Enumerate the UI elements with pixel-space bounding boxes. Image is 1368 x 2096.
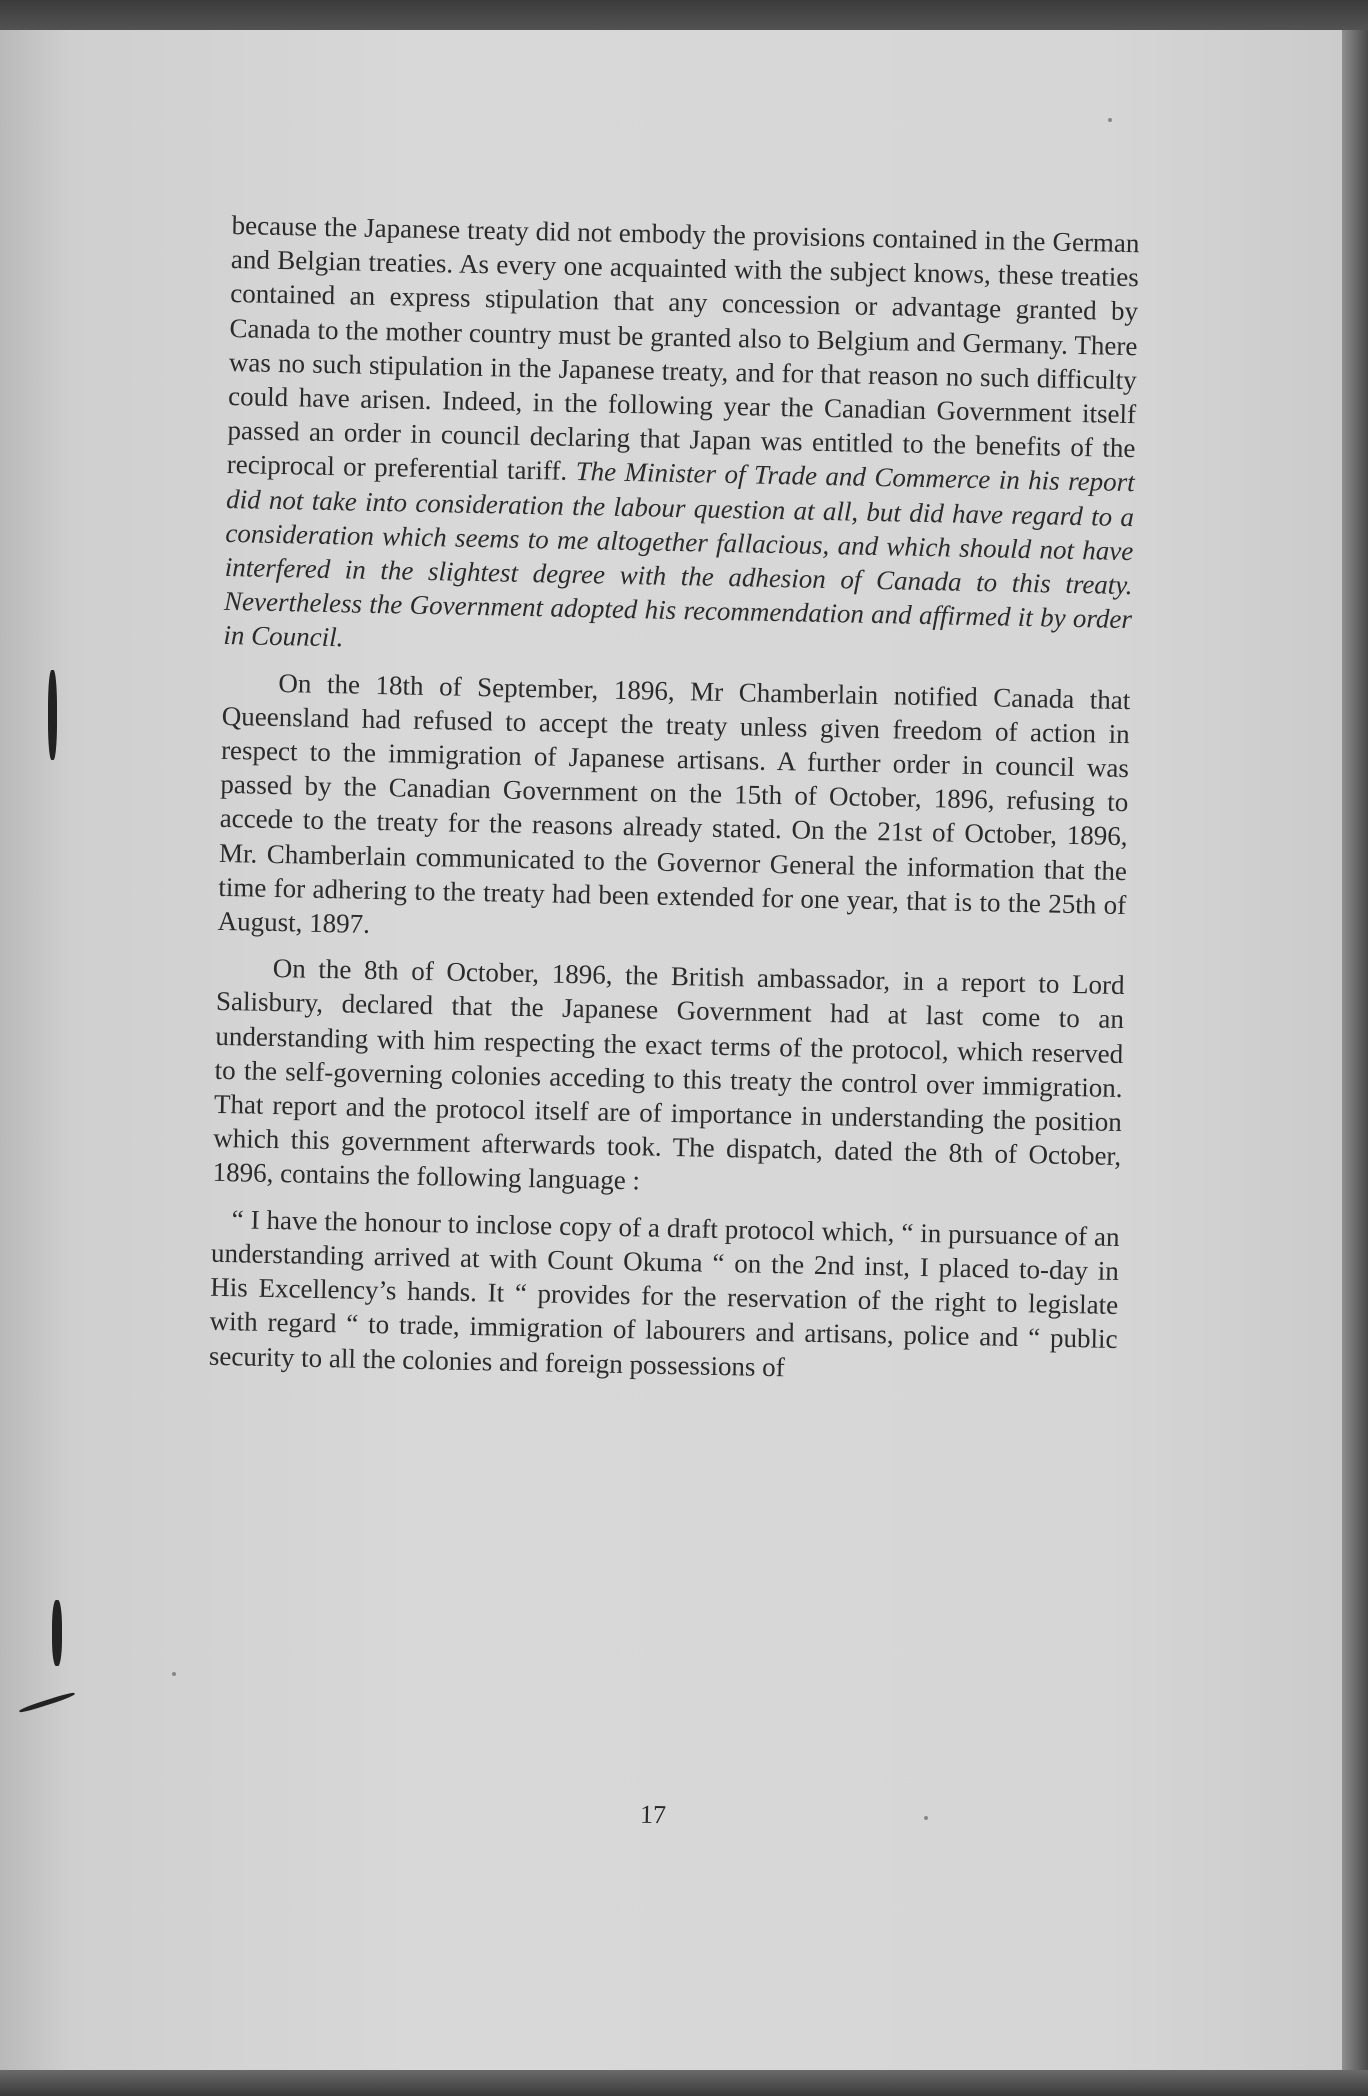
dust-speck xyxy=(1108,118,1112,122)
margin-ink-mark xyxy=(48,670,57,760)
body-text xyxy=(209,208,1140,1391)
paragraph-3: On the 8th of October, 1896, the British ambassador, in a report to Lord Salisbury, declared that the Japanese Government had at last come to an understanding with him respecting the exact terms of the protocol, which reserved to the self-governing colonies acceding to this treaty the control over immigration. That report and the protocol itself are of importance in understanding the position which this government afterwards took. The dispatch, dated the 8th of October, 1896, contains the following language : xyxy=(212,953,1125,1196)
scan-top-border xyxy=(0,0,1368,34)
scan-right-border xyxy=(1342,30,1368,2076)
paragraph-2: On the 18th of September, 1896, Mr Chamberlain notified Canada that Queensland had refused to accept the treaty unless given freedom of action in respect to the immigration of Japanese artisans. A further order in council was passed by the Canadian Government on the 15th of October, 1896, refusing to accede to the treaty for the reasons already stated. On the 21st of October, 1896, Mr. Chamberlain communicated to the Governor General the information that the time for adhering to the treaty had been extended for one year, that is to the 25th of August, 1897. xyxy=(217,667,1131,939)
dust-speck xyxy=(172,1672,176,1676)
page-number: 17 xyxy=(639,1799,667,1830)
paragraph-1-italic-text: The Minister of Trade and Commerce in his report did not take into consideration the labour question at all, but did have regard to a consideration which seems to me altogether fallacious, and which should not have interfered in the slightest degree with the adhesion of Canada to this treaty. Nevertheless the Government adopted his recommendation and affirmed it by order in Council. xyxy=(223,456,1135,653)
paragraph-1 xyxy=(223,208,1140,671)
margin-ink-mark xyxy=(52,1600,62,1666)
dust-speck xyxy=(924,1816,928,1820)
scan-bottom-border xyxy=(0,2070,1368,2096)
quotation-paragraph: “ I have the honour to inclose copy of a draft protocol which, “ in pursuance of an understanding arrived at with Count Okuma “ on the 2nd inst, I placed to-day in His Excellency’s hands. It “ provides for the reservation of the right to legislate with regard “ to trade, immigration of labourers and artisans, police and “ public security to all the colonies and foreign possessions of xyxy=(208,1203,1120,1382)
paragraph-1-text: because the Japanese treaty did not embody the provisions contained in the German and Belgian treaties. As every one acquainted with the subject knows, these treaties contained an express stipulation that any concession or advantage granted by Canada to the mother country must be granted also to Belgium and Germany. There was no such stipulation in the Japanese treaty, and for that reason no such difficulty could have arisen. Indeed, in the following year the Canadian Government itself passed an order in council declaring that Japan was entitled to the benefits of the reciprocal or preferential tariff. xyxy=(226,209,1140,487)
